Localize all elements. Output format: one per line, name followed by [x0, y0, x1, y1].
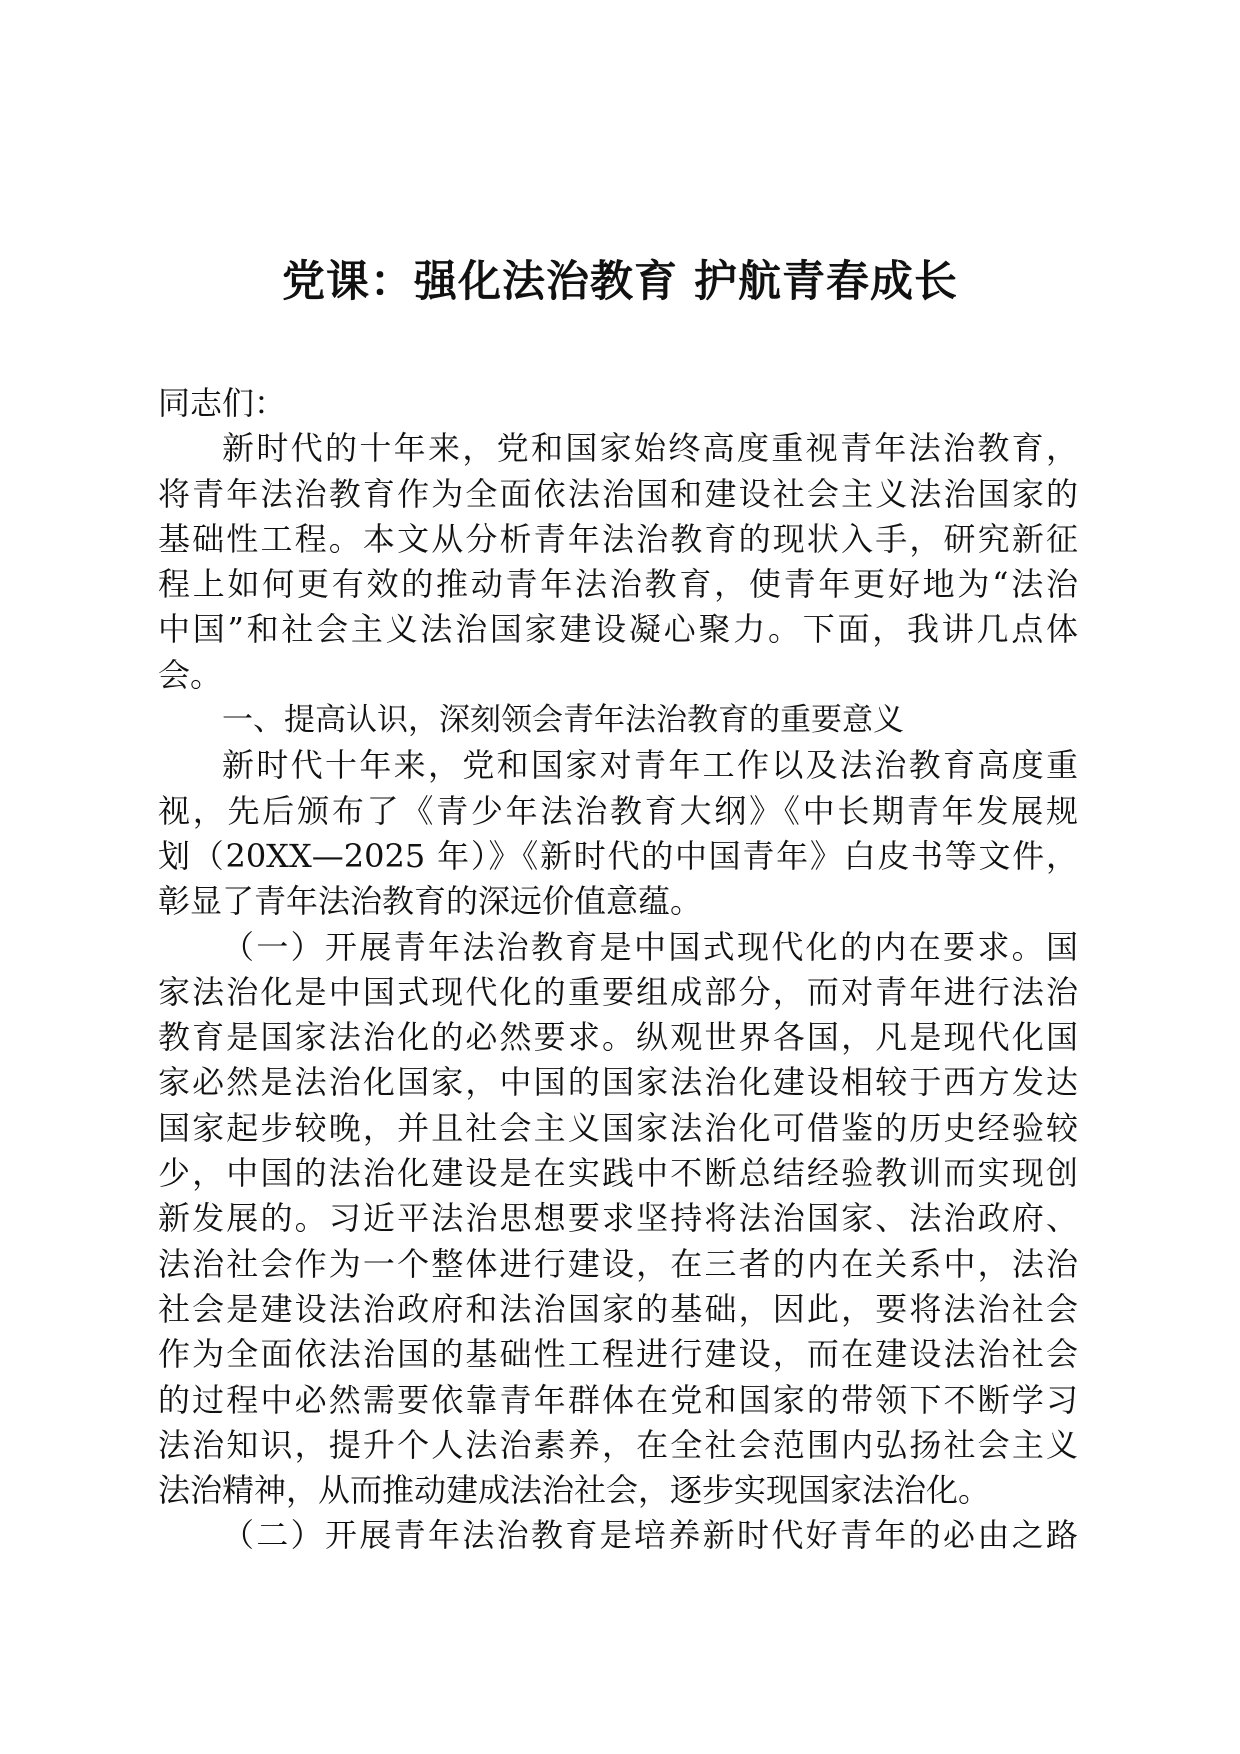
text-line: 家必然是法治化国家，中国的国家法治化建设相较于西方发达: [158, 1063, 1078, 1102]
text-line: 程上如何更有效的推动青年法治教育，使青年更好地为“法治: [158, 565, 1078, 604]
text-line: 会。: [158, 655, 223, 694]
text-line: 的过程中必然需要依靠青年群体在党和国家的带领下不断学习: [158, 1380, 1078, 1419]
text-line: 彰显了青年法治教育的深远价值意蕴。: [158, 882, 703, 921]
text-line: 将青年法治教育作为全面依法治国和建设社会主义法治国家的: [158, 474, 1078, 513]
document-body: [158, 381, 1078, 1559]
text-line: 法治知识，提升个人法治素养，在全社会范围内弘扬社会主义: [158, 1425, 1078, 1464]
text-line: 作为全面依法治国的基础性工程进行建设，而在建设法治社会: [158, 1335, 1078, 1374]
text-line: 国家起步较晚，并且社会主义国家法治化可借鉴的历史经验较: [158, 1108, 1078, 1147]
text-line: （二）开展青年法治教育是培养新时代好青年的必由之路: [222, 1516, 1078, 1555]
text-line: 基础性工程。本文从分析青年法治教育的现状入手，研究新征: [158, 519, 1078, 558]
text-line: 新时代的十年来，党和国家始终高度重视青年法治教育，: [222, 429, 1078, 468]
text-line: 家法治化是中国式现代化的重要组成部分，而对青年进行法治: [158, 972, 1078, 1011]
text-line: 新发展的。习近平法治思想要求坚持将法治国家、法治政府、: [158, 1199, 1078, 1238]
salutation-line: 同志们：: [158, 384, 287, 422]
document-title: 党课：强化法治教育 护航青春成长: [282, 257, 958, 307]
text-line: 法治社会作为一个整体进行建设，在三者的内在关系中，法治: [158, 1244, 1078, 1283]
text-line: 新时代十年来，党和国家对青年工作以及法治教育高度重: [222, 746, 1078, 785]
text-line: 中国”和社会主义法治国家建设凝心聚力。下面，我讲几点体: [158, 610, 1078, 649]
text-line: （一）开展青年法治教育是中国式现代化的内在要求。国: [222, 927, 1078, 966]
text-line: 划（20XX—2025 年）》《新时代的中国青年》白皮书等文件，: [158, 836, 1078, 875]
text-line: 社会是建设法治政府和法治国家的基础，因此，要将法治社会: [158, 1289, 1078, 1328]
text-line: 教育是国家法治化的必然要求。纵观世界各国，凡是现代化国: [158, 1018, 1078, 1057]
text-line: 视，先后颁布了《青少年法治教育大纲》《中长期青年发展规: [158, 791, 1078, 830]
text-line: 法治精神，从而推动建成法治社会，逐步实现国家法治化。: [158, 1471, 991, 1510]
section-heading: 一、提高认识，深刻领会青年法治教育的重要意义: [222, 702, 904, 739]
text-line: 少，中国的法治化建设是在实践中不断总结经验教训而实现创: [158, 1154, 1078, 1193]
